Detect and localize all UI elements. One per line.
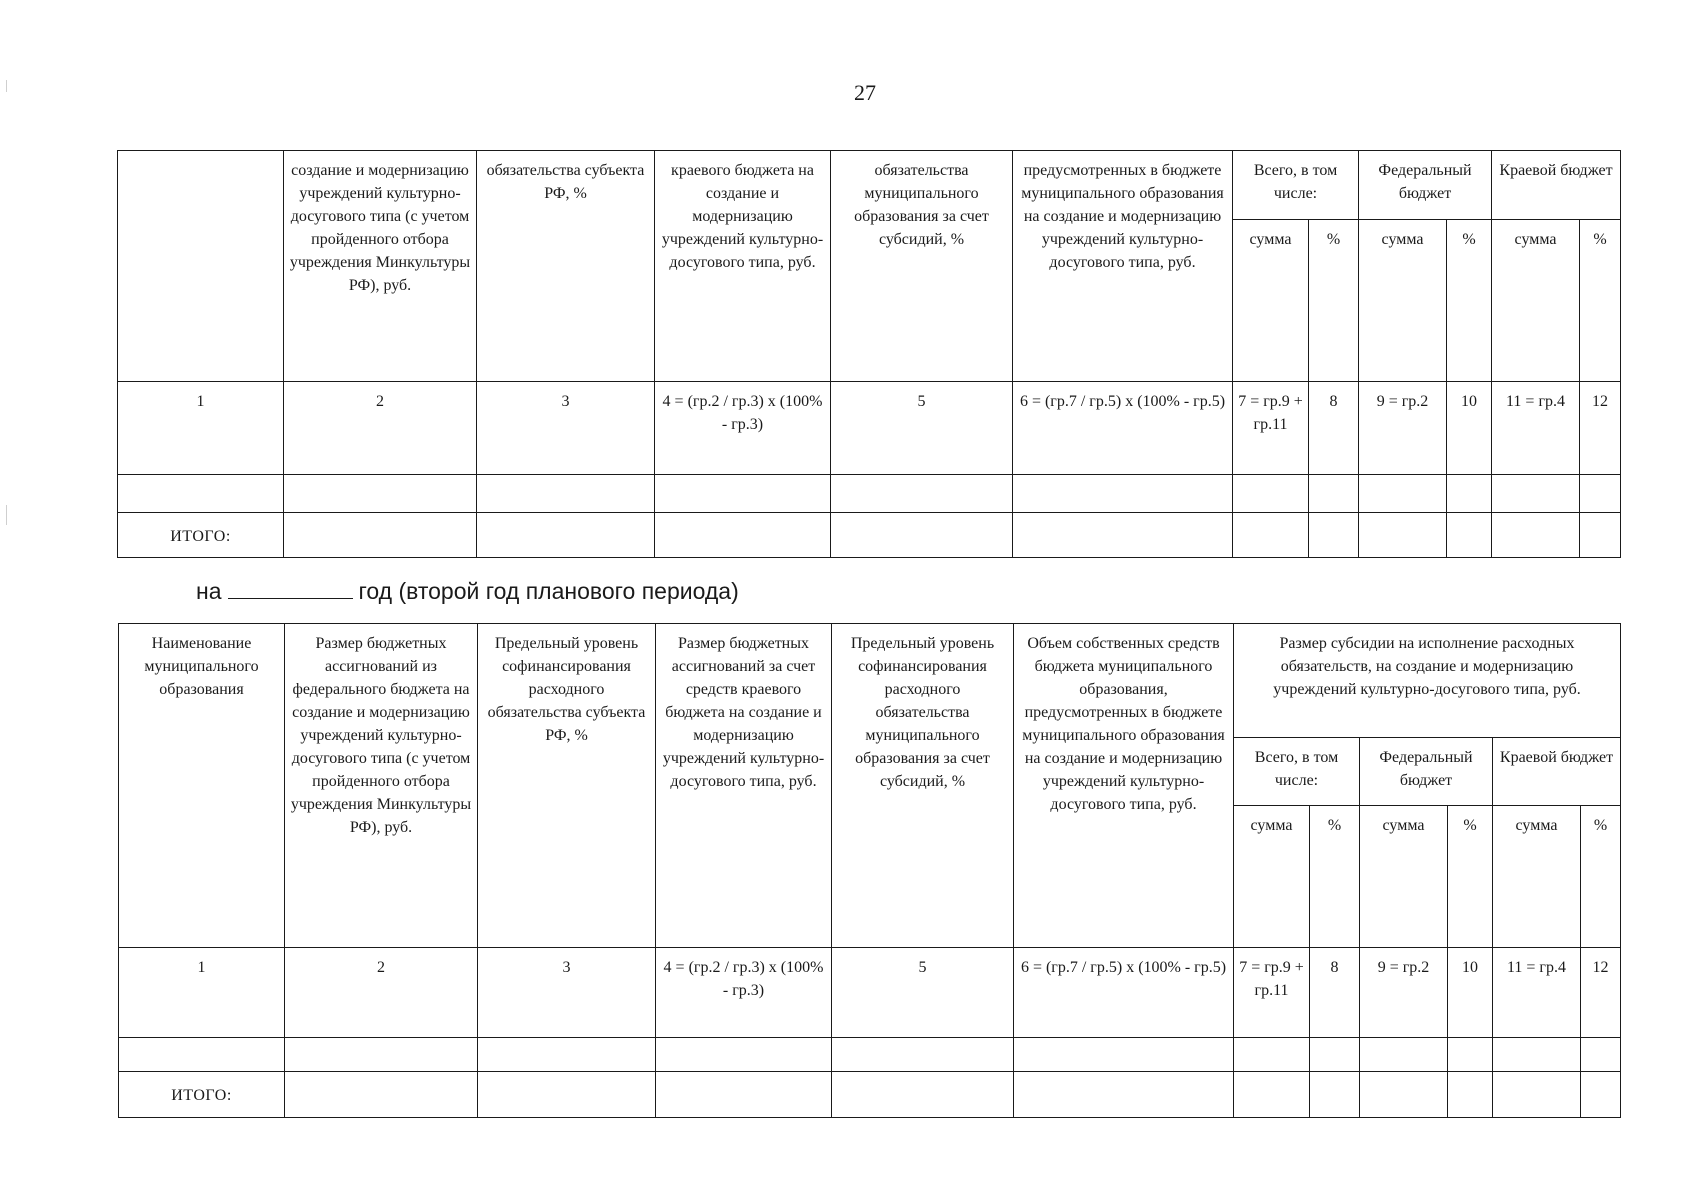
scan-edge-mark bbox=[6, 505, 7, 525]
table-cell bbox=[831, 475, 1013, 513]
table-cell bbox=[284, 513, 477, 558]
header-cell-sum: сумма bbox=[1360, 806, 1448, 948]
header-cell: Размер бюджетных ассигнований за счет средств краевого бюджета на создание и модернизацию учреждений культурно-досугового типа, руб. bbox=[656, 624, 832, 948]
header-cell-sum: сумма bbox=[1359, 220, 1447, 382]
table-cell bbox=[1492, 475, 1580, 513]
column-number-cell: 10 bbox=[1448, 948, 1493, 1038]
column-number-cell: 11 = гр.4 bbox=[1493, 948, 1581, 1038]
table-cell bbox=[1013, 475, 1233, 513]
column-number-cell: 8 bbox=[1310, 948, 1360, 1038]
column-number-cell: 7 = гр.9 + гр.11 bbox=[1233, 382, 1309, 475]
table-cell bbox=[1359, 475, 1447, 513]
column-number-cell: 4 = (гр.2 / гр.3) х (100% - гр.3) bbox=[655, 382, 831, 475]
column-number-cell: 5 bbox=[832, 948, 1014, 1038]
header-cell-regional: Краевой бюджет bbox=[1493, 738, 1621, 806]
table-cell bbox=[119, 1038, 285, 1072]
table-cell bbox=[832, 1038, 1014, 1072]
column-number-cell: 1 bbox=[118, 382, 284, 475]
header-cell-pct: % bbox=[1447, 220, 1492, 382]
table-cell bbox=[656, 1038, 832, 1072]
header-cell-pct: % bbox=[1310, 806, 1360, 948]
header-cell-sum: сумма bbox=[1492, 220, 1580, 382]
header-cell-municipality: Наименование муниципального образования bbox=[119, 624, 285, 948]
header-cell-total: Всего, в том числе: bbox=[1234, 738, 1360, 806]
column-number-cell: 7 = гр.9 + гр.11 bbox=[1234, 948, 1310, 1038]
header-cell-pct: % bbox=[1448, 806, 1493, 948]
header-cell-empty bbox=[118, 151, 284, 382]
table-cell bbox=[1234, 1072, 1310, 1118]
table-cell bbox=[655, 513, 831, 558]
header-cell: краевого бюджета на создание и модернизацию учреждений культурно-досугового типа, руб. bbox=[655, 151, 831, 382]
table-cell bbox=[1448, 1072, 1493, 1118]
total-label: ИТОГО: bbox=[118, 513, 284, 558]
table-cell bbox=[831, 513, 1013, 558]
column-number-row bbox=[119, 948, 1621, 1038]
total-row bbox=[118, 513, 1621, 558]
table-cell bbox=[832, 1072, 1014, 1118]
heading-prefix: на bbox=[196, 578, 222, 604]
header-cell-federal: Федеральный бюджет bbox=[1360, 738, 1493, 806]
page-number: 27 bbox=[854, 80, 876, 105]
header-cell-regional: Краевой бюджет bbox=[1492, 151, 1621, 220]
table-cell bbox=[1310, 1038, 1360, 1072]
table-cell bbox=[1310, 1072, 1360, 1118]
table-cell bbox=[1013, 513, 1233, 558]
header-cell-federal: Федеральный бюджет bbox=[1359, 151, 1492, 220]
table-cell bbox=[1448, 1038, 1493, 1072]
total-label: ИТОГО: bbox=[119, 1072, 285, 1118]
heading-suffix: год (второй год планового периода) bbox=[358, 578, 739, 604]
column-number-cell: 2 bbox=[285, 948, 478, 1038]
table-cell bbox=[478, 1038, 656, 1072]
table-cell bbox=[1233, 475, 1309, 513]
table-cell bbox=[1309, 475, 1359, 513]
column-number-cell: 11 = гр.4 bbox=[1492, 382, 1580, 475]
table-cell bbox=[1360, 1072, 1448, 1118]
table-cell bbox=[655, 475, 831, 513]
table-cell bbox=[1492, 513, 1580, 558]
table-cell bbox=[1493, 1072, 1581, 1118]
table-cell bbox=[1233, 513, 1309, 558]
table-row-blank bbox=[119, 1038, 1621, 1072]
table-cell bbox=[285, 1072, 478, 1118]
column-number-cell: 6 = (гр.7 / гр.5) х (100% - гр.5) bbox=[1014, 948, 1234, 1038]
column-number-cell: 5 bbox=[831, 382, 1013, 475]
table-cell bbox=[1581, 1038, 1621, 1072]
column-number-cell: 8 bbox=[1309, 382, 1359, 475]
header-cell-sum: сумма bbox=[1493, 806, 1581, 948]
column-number-cell: 6 = (гр.7 / гр.5) х (100% - гр.5) bbox=[1013, 382, 1233, 475]
table-cell bbox=[1581, 1072, 1621, 1118]
table-cell bbox=[1447, 475, 1492, 513]
header-cell: обязательства муниципального образования за счет субсидий, % bbox=[831, 151, 1013, 382]
header-cell-subsidy-group: Размер субсидии на исполнение расходных обязательств, на создание и модернизацию учреждений культурно-досугового типа, руб. bbox=[1234, 624, 1621, 738]
table-cell bbox=[1309, 513, 1359, 558]
table-cell bbox=[1580, 475, 1621, 513]
header-cell-pct: % bbox=[1309, 220, 1359, 382]
header-cell: Размер бюджетных ассигнований из федерального бюджета на создание и модернизацию учреждений культурно-досугового типа (с учетом пройденного отбора учреждения Минкультуры РФ), руб. bbox=[285, 624, 478, 948]
table-cell bbox=[118, 475, 284, 513]
header-row bbox=[119, 624, 1621, 738]
header-cell: обязательства субъекта РФ, % bbox=[477, 151, 655, 382]
table-current-page-continuation bbox=[117, 150, 1621, 558]
column-number-cell: 2 bbox=[284, 382, 477, 475]
table-cell bbox=[285, 1038, 478, 1072]
header-cell-sum: сумма bbox=[1234, 806, 1310, 948]
column-number-cell: 9 = гр.2 bbox=[1360, 948, 1448, 1038]
column-number-cell: 3 bbox=[477, 382, 655, 475]
header-cell: Предельный уровень софинансирования расходного обязательства субъекта РФ, % bbox=[478, 624, 656, 948]
column-number-cell: 12 bbox=[1581, 948, 1621, 1038]
column-number-row bbox=[118, 382, 1621, 475]
column-number-cell: 9 = гр.2 bbox=[1359, 382, 1447, 475]
table-cell bbox=[478, 1072, 656, 1118]
table-cell bbox=[1014, 1072, 1234, 1118]
table-cell bbox=[477, 475, 655, 513]
table-cell bbox=[1360, 1038, 1448, 1072]
table-cell bbox=[1493, 1038, 1581, 1072]
table-cell bbox=[656, 1072, 832, 1118]
total-row bbox=[119, 1072, 1621, 1118]
table-cell bbox=[477, 513, 655, 558]
table-cell bbox=[1014, 1038, 1234, 1072]
column-number-cell: 10 bbox=[1447, 382, 1492, 475]
table-cell bbox=[1447, 513, 1492, 558]
column-number-cell: 3 bbox=[478, 948, 656, 1038]
header-cell: предусмотренных в бюджете муниципального образования на создание и модернизацию учреждений культурно-досугового типа, руб. bbox=[1013, 151, 1233, 382]
year-blank-line bbox=[228, 578, 353, 599]
header-cell-total: Всего, в том числе: bbox=[1233, 151, 1359, 220]
header-cell-sum: сумма bbox=[1233, 220, 1309, 382]
table-row-blank bbox=[118, 475, 1621, 513]
header-cell-pct: % bbox=[1580, 220, 1621, 382]
header-cell: Объем собственных средств бюджета муниципального образования, предусмотренных в бюджете муниципального образования на создание и модернизацию учреждений культурно-досугового типа, руб. bbox=[1014, 624, 1234, 948]
table-cell bbox=[1580, 513, 1621, 558]
header-cell: Предельный уровень софинансирования расходного обязательства муниципального образования за счет субсидий, % bbox=[832, 624, 1014, 948]
section-heading bbox=[196, 578, 739, 605]
column-number-cell: 1 bbox=[119, 948, 285, 1038]
table-cell bbox=[284, 475, 477, 513]
header-cell: создание и модернизацию учреждений культурно-досугового типа (с учетом пройденного отбора учреждения Минкультуры РФ), руб. bbox=[284, 151, 477, 382]
column-number-cell: 4 = (гр.2 / гр.3) х (100% - гр.3) bbox=[656, 948, 832, 1038]
header-row bbox=[118, 151, 1621, 220]
header-cell-pct: % bbox=[1581, 806, 1621, 948]
table-cell bbox=[1234, 1038, 1310, 1072]
table-second-planning-year bbox=[118, 623, 1621, 1118]
table-cell bbox=[1359, 513, 1447, 558]
column-number-cell: 12 bbox=[1580, 382, 1621, 475]
